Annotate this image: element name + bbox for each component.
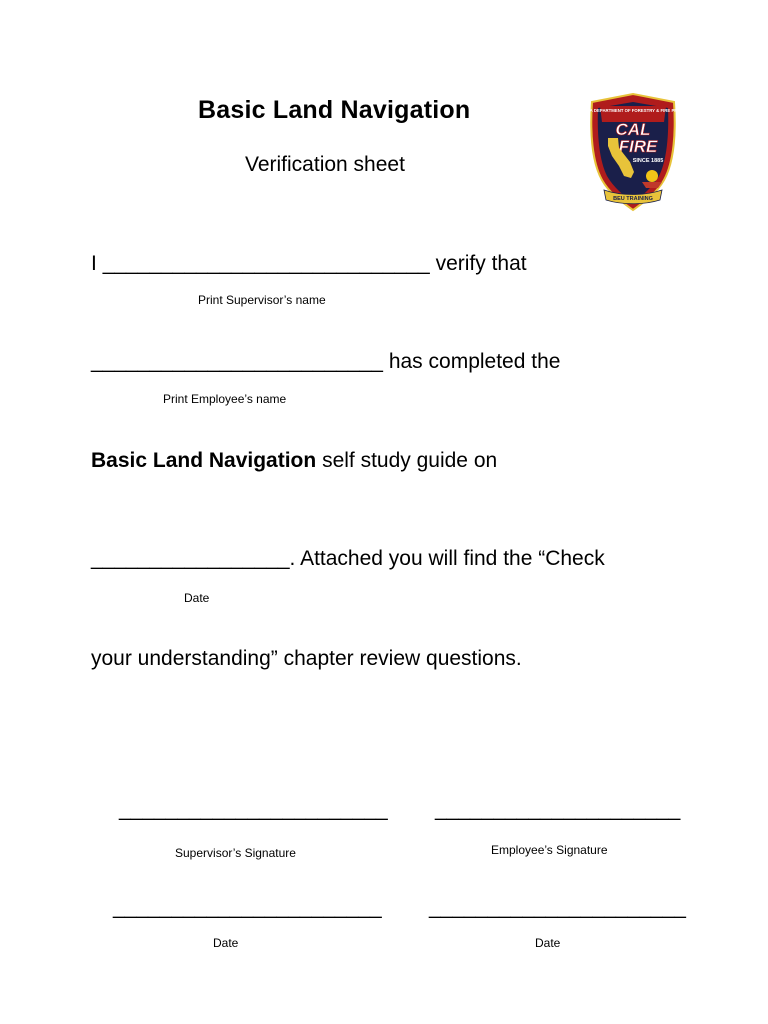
employee-name-caption: Print Employee’s name — [163, 392, 287, 406]
page-subtitle: Verification sheet — [245, 153, 405, 176]
statement-completed-text: has completed the — [388, 350, 561, 373]
supervisor-date-label: Date — [213, 936, 239, 950]
guide-statement-text: self study guide on — [322, 449, 498, 472]
attached-text: Attached you will find the “Check — [300, 547, 605, 570]
logo-since-text: SINCE 1885 — [632, 158, 664, 164]
guide-title-bold: Basic Land Navigation — [91, 449, 317, 472]
supervisor-signature-line[interactable]: _______________________ — [119, 798, 388, 821]
employee-date-label: Date — [535, 936, 561, 950]
employee-date-line[interactable]: ______________________ — [429, 896, 686, 919]
guide-statement-line — [91, 449, 497, 473]
completion-date-blank[interactable]: _________________. — [91, 547, 296, 570]
supervisor-signature-label: Supervisor’s Signature — [175, 846, 296, 860]
cal-fire-logo — [566, 92, 700, 212]
supervisor-name-blank[interactable]: ____________________________ — [102, 252, 430, 275]
supervisor-date-line[interactable]: _______________________ — [113, 896, 382, 919]
review-questions-text: your understanding” chapter review questions. — [91, 647, 522, 670]
page-title: Basic Land Navigation — [198, 96, 471, 124]
employee-statement-line — [91, 350, 560, 374]
supervisor-statement-line — [91, 252, 527, 276]
statement-prefix: I — [91, 252, 97, 275]
employee-name-blank[interactable]: _________________________ — [91, 350, 383, 373]
date-statement-line — [91, 547, 605, 571]
employee-signature-line[interactable]: _____________________ — [435, 798, 681, 821]
statement-verify-text: verify that — [435, 252, 527, 275]
employee-signature-label: Employee’s Signature — [491, 843, 608, 857]
logo-top-text: CALIFORNIA DEPARTMENT OF FORESTRY & FIRE PROTECTION — [566, 108, 700, 113]
supervisor-name-caption: Print Supervisor’s name — [198, 293, 326, 307]
completion-date-caption: Date — [184, 591, 210, 605]
logo-fire-text: FIRE — [618, 137, 658, 156]
logo-ribbon-text: BEU TRAINING — [613, 196, 653, 202]
logo-cal-text: CAL — [615, 120, 651, 139]
